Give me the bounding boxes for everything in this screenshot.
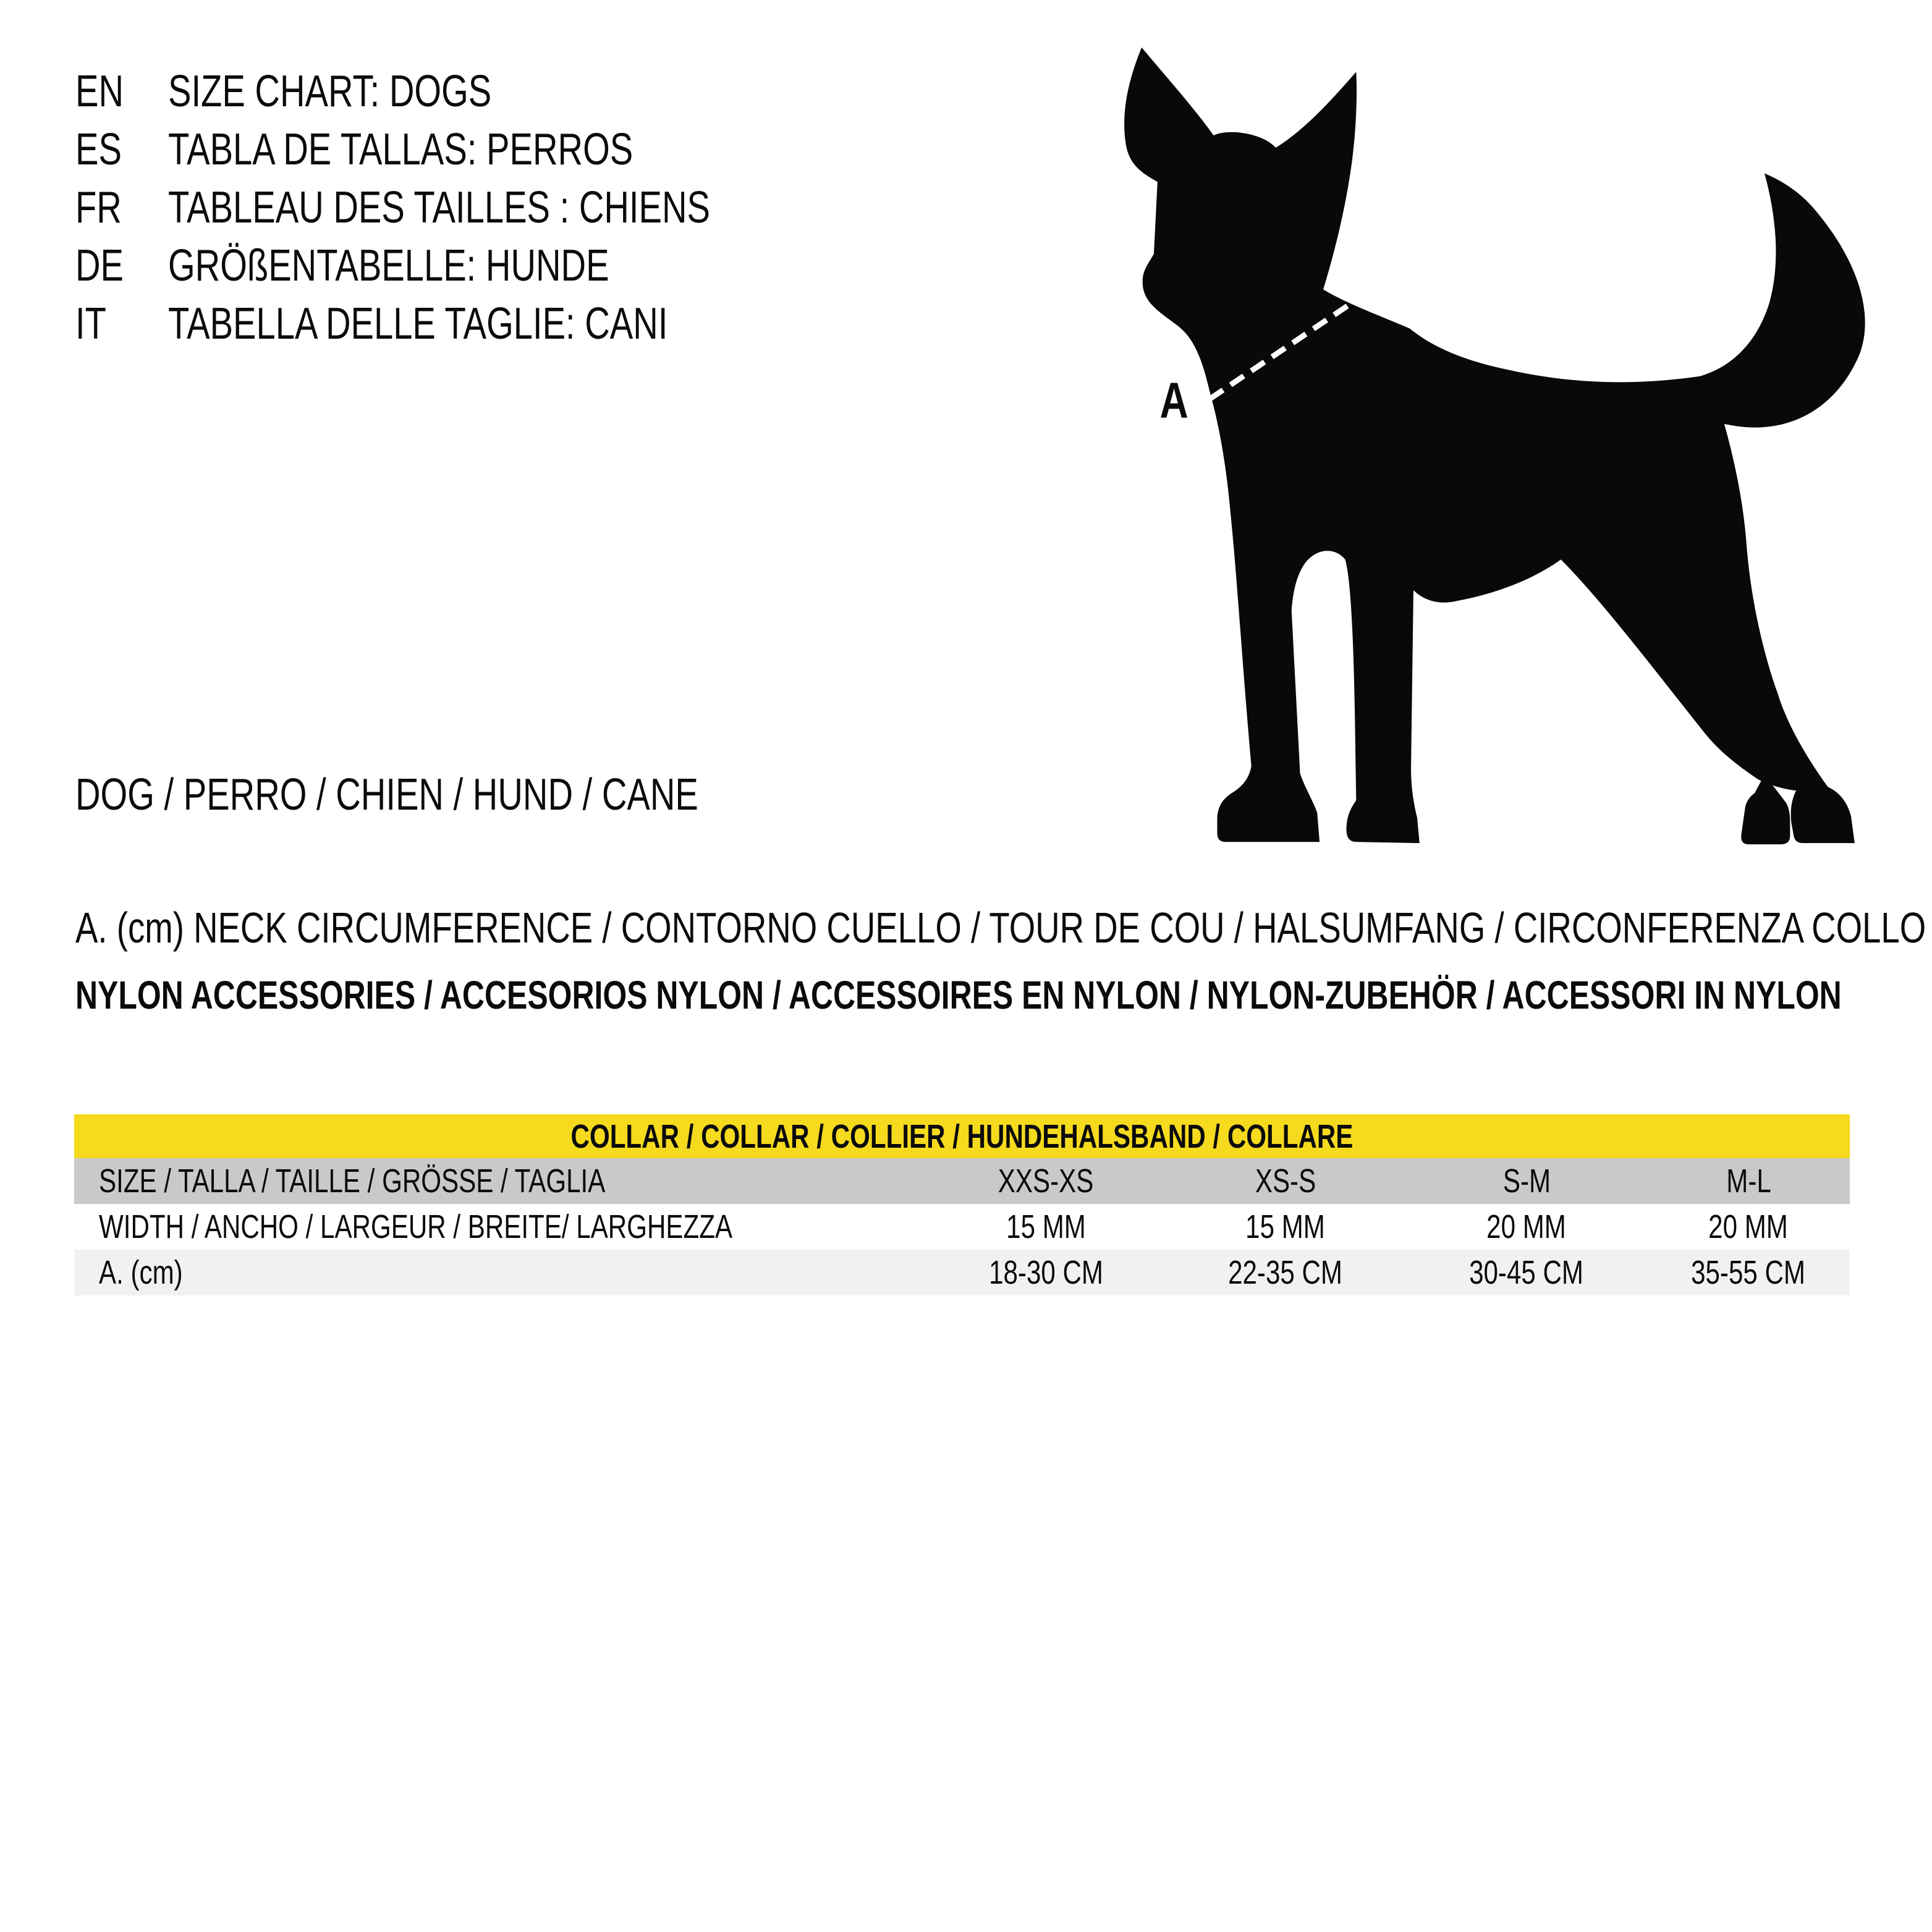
page-title-en: SIZE CHART: DOGS	[168, 67, 492, 116]
chihuahua-silhouette-icon	[1124, 48, 1865, 843]
measure-point-label: A	[1159, 373, 1189, 429]
animal-caption: DOG / PERRO / CHIEN / HUND / CANE	[75, 770, 698, 820]
lang-code-es: ES	[75, 125, 122, 174]
size-value: S-M	[1502, 1163, 1551, 1200]
lang-row-en	[75, 62, 863, 121]
width-value: 20 MM	[1486, 1208, 1567, 1245]
neck-value: 30-45 CM	[1469, 1254, 1584, 1291]
lang-code-it: IT	[75, 299, 106, 349]
lang-row-fr	[75, 179, 863, 237]
size-table-header	[74, 1114, 1850, 1158]
row-label-width: WIDTH / ANCHO / LARGEUR / BREITE/ LARGHEZZA	[99, 1208, 733, 1245]
row-label-neck: A. (cm)	[99, 1254, 183, 1291]
language-title-block	[75, 62, 863, 353]
page-title-it: TABELLA DELLE TAGLIE: CANI	[168, 299, 668, 349]
page-title-de: GRÖßENTABELLE: HUNDE	[168, 241, 609, 290]
neck-value: 22-35 CM	[1228, 1254, 1343, 1291]
lang-code-de: DE	[75, 241, 124, 290]
neck-measure-note: A. (cm) NECK CIRCUMFERENCE / CONTORNO CUELLO / TOUR DE COU / HALSUMFANG / CIRCONFERENZA COLLO	[75, 904, 1926, 952]
width-value: 20 MM	[1708, 1208, 1789, 1245]
row-label-size: SIZE / TALLA / TAILLE / GRÖSSE / TAGLIA	[99, 1163, 606, 1200]
lang-row-de	[75, 237, 863, 295]
dog-illustration-svg	[1106, 34, 1892, 853]
table-row-width	[74, 1204, 1850, 1250]
lang-row-it	[75, 295, 863, 353]
page-title-fr: TABLEAU DES TAILLES : CHIENS	[168, 183, 711, 232]
lang-row-es	[75, 121, 863, 179]
width-value: 15 MM	[1006, 1208, 1086, 1245]
size-value: M-L	[1726, 1163, 1771, 1200]
size-value: XXS-XS	[998, 1163, 1094, 1200]
table-row-neck	[74, 1250, 1850, 1295]
lang-code-fr: FR	[75, 183, 122, 232]
neck-value: 18-30 CM	[989, 1254, 1103, 1291]
page-title-es: TABLA DE TALLAS: PERROS	[168, 125, 633, 174]
lang-code-en: EN	[75, 67, 124, 116]
size-value: XS-S	[1255, 1163, 1316, 1200]
material-note: NYLON ACCESSORIES / ACCESORIOS NYLON / ACCESSOIRES EN NYLON / NYLON-ZUBEHÖR / ACCESSORI IN NYLON	[75, 973, 1842, 1017]
size-table	[74, 1114, 1850, 1295]
dog-illustration	[1106, 34, 1892, 853]
neck-value: 35-55 CM	[1691, 1254, 1806, 1291]
table-row-size	[74, 1158, 1850, 1204]
size-table-title: COLLAR / COLLAR / COLLIER / HUNDEHALSBAND / COLLARE	[570, 1117, 1354, 1155]
width-value: 15 MM	[1245, 1208, 1326, 1245]
